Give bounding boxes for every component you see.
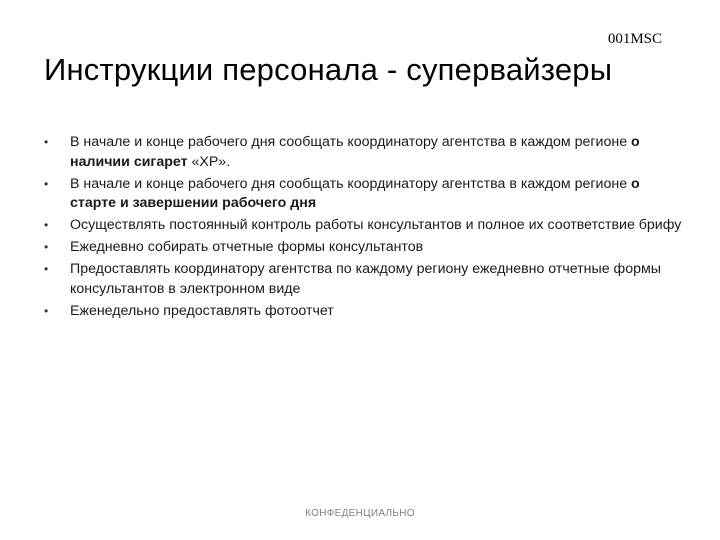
instruction-list <box>44 133 684 324</box>
list-item-text <box>70 176 640 212</box>
bullet-icon: • <box>44 303 49 318</box>
slide-title: Инструкции персонала - супервайзеры <box>44 52 613 87</box>
list-item-text <box>70 239 423 255</box>
bullet-icon: • <box>44 240 49 254</box>
list-item-body: Ежедневно собирать отчетные формы консультантов <box>70 239 424 255</box>
list-item <box>44 175 684 214</box>
bullet-icon: • <box>44 262 49 276</box>
list-item-emphasis: о старте и завершении рабочего дня <box>70 175 640 211</box>
list-item <box>44 133 684 172</box>
list-item-body: В начале и конце рабочего дня сообщать координатору агентства в каждом регионе <box>70 175 632 192</box>
list-item-body: Предоставлять координатору агентства по каждому региону ежедневно отчетные формы консультантов в электронном виде <box>70 261 661 297</box>
bullet-icon: • <box>44 176 49 191</box>
list-item <box>44 238 684 258</box>
list-item-text <box>70 261 661 297</box>
confidential-footer: КОНФЕДЕНЦИАЛЬНО <box>305 508 415 519</box>
list-item <box>44 216 684 236</box>
list-item-body: Еженедельно предоставлять фотоотчет <box>70 302 334 319</box>
list-item-text <box>70 134 640 170</box>
document-code: 001MSC <box>607 31 662 47</box>
list-item-text <box>70 217 681 233</box>
list-item-body: Осуществлять постоянный контроль работы консультантов и полное их соответствие брифу <box>70 217 682 233</box>
list-item-tail: «XP». <box>187 153 231 170</box>
list-item-text <box>70 303 334 319</box>
bullet-icon: • <box>44 135 49 149</box>
list-item-body: В начале и конце рабочего дня сообщать координатору агентства в каждом регионе <box>70 134 632 150</box>
list-item-emphasis: о наличии сигарет <box>70 134 640 170</box>
list-item <box>44 260 684 299</box>
list-item <box>44 302 684 322</box>
bullet-icon: • <box>44 218 49 232</box>
